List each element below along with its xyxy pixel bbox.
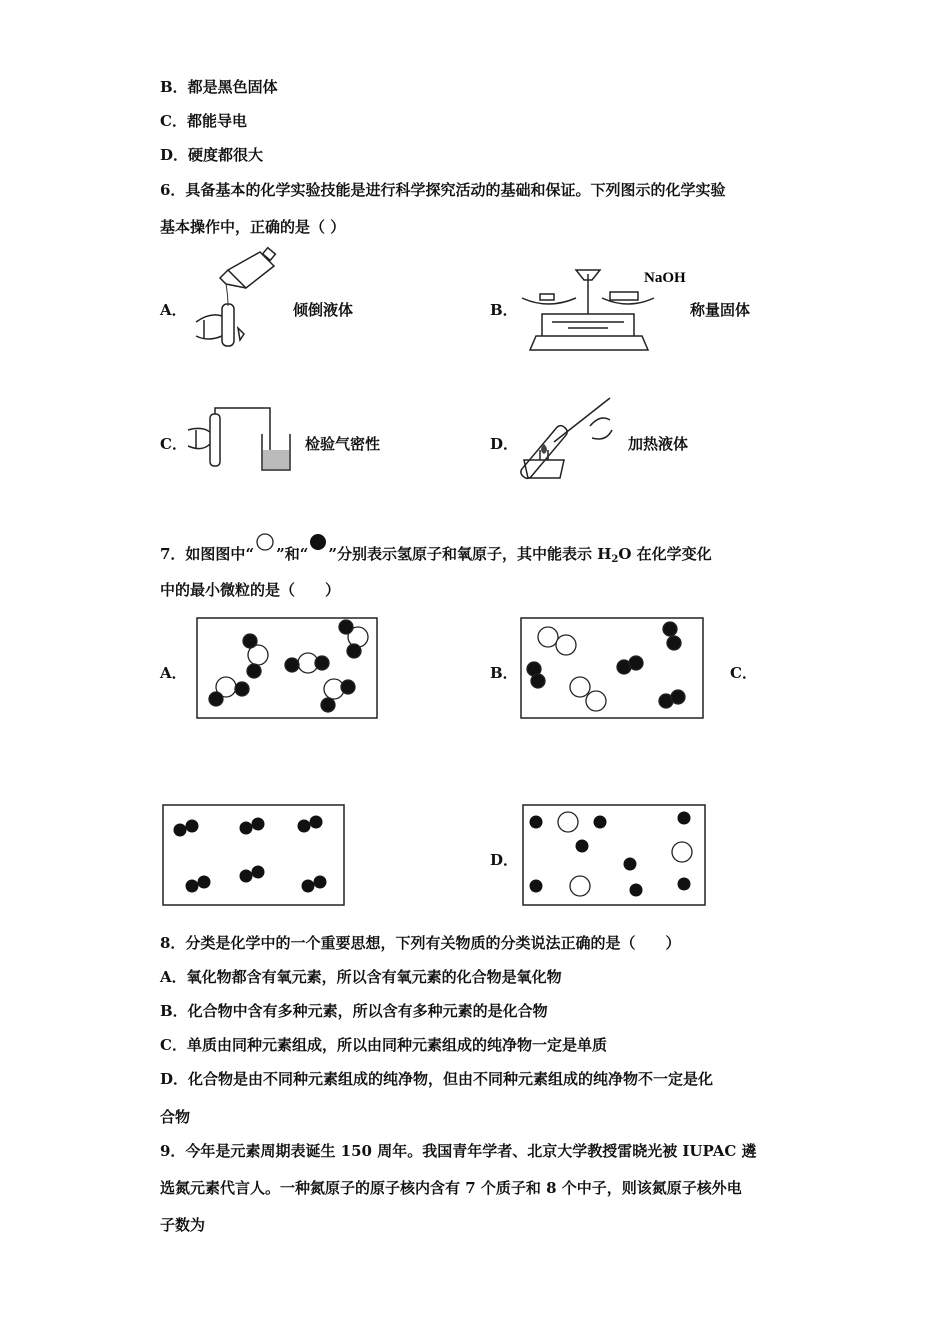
q7-stem-subscript: 2 <box>611 554 619 565</box>
q8-option-c: C．单质由同种元素组成，所以由同种元素组成的纯净物一定是单质 <box>160 1036 607 1054</box>
naoh-label: NaOH <box>644 270 686 286</box>
q7-option-b-letter: B． <box>490 664 518 682</box>
q7-stem-part4: O 在化学变化 <box>618 545 712 563</box>
balance-weighing-figure <box>518 262 688 358</box>
q8-option-d-line1: D．化合物是由不同种元素组成的纯净物，但由不同种元素组成的纯净物不一定是化 <box>160 1070 714 1088</box>
q7-stem-line2: 中的最小微粒的是（ ） <box>160 581 341 599</box>
q6-option-d-letter: D． <box>490 435 519 453</box>
q7-option-d-letter: D． <box>490 851 519 869</box>
q7-stem-line1 <box>160 533 712 565</box>
q7-stem-part2: ”和“ <box>276 545 309 563</box>
q7-option-a-box <box>196 617 378 719</box>
q7-option-c-box <box>162 804 345 906</box>
oxygen-atom-icon <box>308 533 328 553</box>
q9-line3: 子数为 <box>160 1216 206 1234</box>
hydrogen-atom-icon <box>254 533 276 553</box>
q7-option-b-box <box>520 617 704 719</box>
q7-stem-part1: 7．如图图中“ <box>160 545 255 563</box>
q8-option-d-line2: 合物 <box>160 1108 191 1126</box>
q6-option-b-caption: 称量固体 <box>690 301 751 319</box>
q8-option-a: A．氧化物都含有氧元素，所以含有氧元素的化合物是氧化物 <box>160 968 562 986</box>
q9-line2: 选氮元素代言人。一种氮原子的原子核内含有 7 个质子和 8 个中子，则该氮原子核外电 <box>160 1179 742 1197</box>
q6-stem-line2: 基本操作中，正确的是（ ） <box>160 218 346 236</box>
q8-stem: 8．分类是化学中的一个重要思想，下列有关物质的分类说法正确的是（ ） <box>160 934 681 952</box>
q7-stem-part3: ”分别表示氢原子和氧原子，其中能表示 H <box>328 545 612 563</box>
q6-option-d-caption: 加热液体 <box>628 435 689 453</box>
q6-option-b-letter: B． <box>490 301 518 319</box>
q7-option-a-letter: A． <box>160 664 187 682</box>
q7-option-d-box <box>522 804 706 906</box>
q7-option-c-letter: C． <box>730 664 757 682</box>
q6-option-a-caption: 倾倒液体 <box>293 301 354 319</box>
q8-option-b: B．化合物中含有多种元素，所以含有多种元素的是化合物 <box>160 1002 548 1020</box>
pouring-liquid-figure <box>188 244 288 352</box>
q5-option-c: C．都能导电 <box>160 112 247 130</box>
q6-stem-line1: 6．具备基本的化学实验技能是进行科学探究活动的基础和保证。下列图示的化学实验 <box>160 181 726 199</box>
q5-option-d: D．硬度都很大 <box>160 146 264 164</box>
airtightness-check-figure <box>186 404 298 476</box>
q6-option-c-letter: C． <box>160 435 187 453</box>
q9-line1: 9．今年是元素周期表诞生 150 周年。我国青年学者、北京大学教授雷晓光被 IUPAC 遴 <box>160 1142 757 1160</box>
q5-option-b: B．都是黑色固体 <box>160 78 278 96</box>
q6-option-a-letter: A． <box>160 301 187 319</box>
heating-liquid-figure <box>520 384 624 480</box>
q6-option-c-caption: 检验气密性 <box>305 435 381 453</box>
